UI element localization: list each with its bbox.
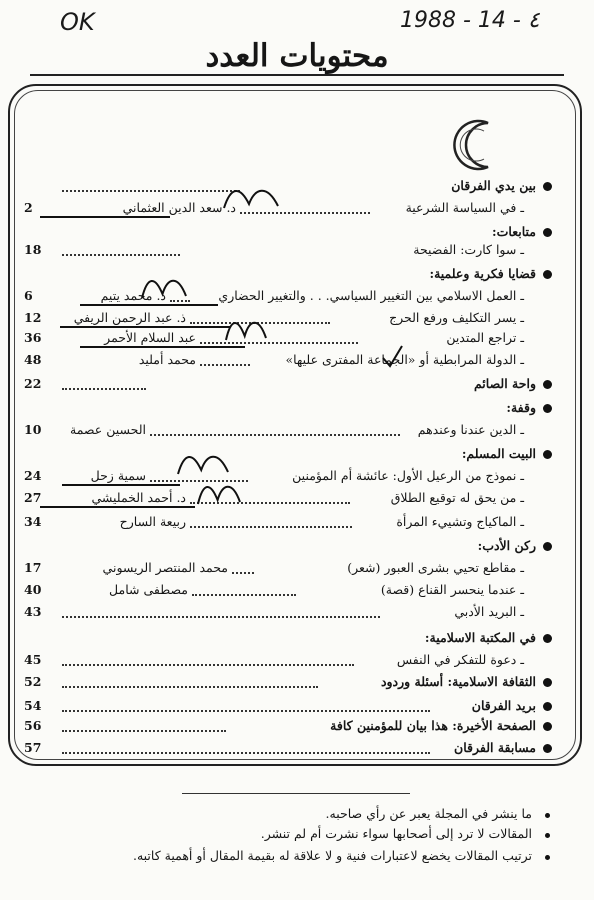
pen-scribble-icon [222, 182, 282, 212]
toc-section [0, 398, 594, 418]
toc-entry [0, 350, 594, 370]
leader-dots [232, 572, 254, 574]
bullet-icon [543, 634, 552, 643]
page-number: 27 [24, 490, 42, 505]
page-title: محتويات العدد [205, 38, 389, 74]
bullet-icon [543, 182, 552, 191]
toc-section [0, 628, 594, 648]
page-number: 57 [24, 740, 42, 755]
leader-dots [150, 434, 400, 436]
toc-author: ذ. عبد الرحمن الريفي [73, 310, 186, 325]
toc-section [0, 264, 594, 284]
leader-dots [62, 388, 146, 390]
handwritten-ok-mark: OK [60, 8, 95, 36]
page-number: 34 [24, 514, 42, 529]
leader-dots [62, 710, 430, 712]
toc-label: ـ دعوة للتفكر في النفس [396, 652, 524, 667]
bullet-icon [545, 833, 550, 838]
toc-entry [0, 512, 594, 532]
bullet-icon [543, 678, 552, 687]
pen-scribble-icon [196, 478, 244, 508]
toc-label: ركن الأدب: [477, 538, 536, 553]
bullet-icon [543, 228, 552, 237]
toc-label: ـ تراجع المتدين [446, 330, 524, 345]
toc-author: د. سعد الدين العثماني [122, 200, 236, 215]
page-number: 2 [24, 200, 33, 215]
page-number: 18 [24, 242, 42, 257]
toc-author: د. أحمد الخمليشي [91, 490, 186, 505]
leader-dots [240, 212, 370, 214]
bullet-icon [545, 855, 550, 860]
toc-label: ـ سوا كارت: الفضيحة [413, 242, 524, 257]
bullet-icon [543, 722, 552, 731]
toc-label: بين يدي الفرقان [451, 178, 536, 193]
leader-dots [62, 752, 430, 754]
toc-label: ـ البريد الأدبي [454, 604, 524, 619]
toc-entry [0, 602, 594, 622]
handwritten-date-mark: 1988 - 14 - ٤ [400, 8, 540, 33]
toc-label: الصفحة الأخيرة: هذا بيان للمؤمنين كافة [330, 718, 536, 733]
pen-scribble-icon [224, 314, 270, 344]
pen-underline [40, 216, 170, 218]
page-number: 12 [24, 310, 42, 325]
toc-author: عبد السلام الأحمر [104, 330, 196, 345]
bullet-icon [543, 702, 552, 711]
page-number: 40 [24, 582, 42, 597]
toc-entry [0, 328, 594, 348]
page-number: 52 [24, 674, 42, 689]
leader-dots [62, 686, 318, 688]
toc-label: ـ عندما ينحسر القناع (قصة) [380, 582, 524, 597]
bullet-icon [543, 542, 552, 551]
toc-entry [0, 558, 594, 578]
page-number: 56 [24, 718, 42, 733]
leader-dots [62, 254, 180, 256]
toc-label: واحة الصائم [473, 376, 536, 391]
page-number: 10 [24, 422, 42, 437]
toc-label: بريد الفرقان [471, 698, 536, 713]
toc-author: ربيعة السارح [119, 514, 186, 529]
toc-label: ـ الدين عندنا وعندهم [417, 422, 524, 437]
pen-underline [40, 506, 195, 508]
toc-label: ـ من يحق له توقيع الطلاق [390, 490, 524, 505]
toc-entry [0, 650, 594, 670]
toc-entry [0, 420, 594, 440]
toc-section [0, 374, 594, 394]
leader-dots [62, 664, 354, 666]
page-number: 43 [24, 604, 42, 619]
page-number: 24 [24, 468, 42, 483]
leader-dots [62, 616, 380, 618]
toc-section [0, 222, 594, 242]
toc-section [0, 444, 594, 464]
toc-section [0, 738, 594, 758]
crescent-emblem-icon [448, 115, 508, 175]
page-number: 17 [24, 560, 42, 575]
toc-entry [0, 466, 594, 486]
toc-entry [0, 286, 594, 306]
toc-entry [0, 308, 594, 328]
pen-underline [80, 346, 245, 348]
pen-underline [62, 484, 180, 486]
toc-entry [0, 580, 594, 600]
leader-dots [200, 364, 250, 366]
toc-label: ـ في السياسة الشرعية [405, 200, 524, 215]
footnote-text: المقالات لا ترد إلى أصحابها سواء نشرت أم لم تنشر. [260, 826, 532, 841]
toc-section [0, 536, 594, 556]
toc-entry [0, 198, 594, 218]
page-number: 45 [24, 652, 42, 667]
toc-author: ذ. محمد يتيم [100, 288, 166, 303]
bullet-icon [543, 404, 552, 413]
pen-check-icon [380, 344, 406, 370]
pen-scribble-icon [140, 272, 190, 302]
toc-label: البيت المسلم: [461, 446, 536, 461]
page-number: 6 [24, 288, 33, 303]
footnote-rule [182, 793, 410, 794]
toc-label: ـ نموذج من الرعيل الأول: عائشة أم المؤمنين [292, 468, 524, 483]
toc-section [0, 176, 594, 196]
leader-dots [190, 526, 352, 528]
toc-label: ـ العمل الاسلامي بين التغيير السياسي. . . والتغيير الحضاري [218, 288, 524, 303]
bullet-icon [543, 450, 552, 459]
toc-section [0, 672, 594, 692]
title-rule [30, 74, 564, 76]
toc-label: متابعات: [492, 224, 536, 239]
toc-author: سمية زحل [90, 468, 146, 483]
toc-entry [0, 488, 594, 508]
toc-author: محمد المنتصر الريسوني [102, 560, 228, 575]
bullet-icon [545, 813, 550, 818]
bullet-icon [543, 270, 552, 279]
toc-entry [0, 240, 594, 260]
toc-author: محمد أمليد [138, 352, 196, 367]
page-number: 48 [24, 352, 42, 367]
toc-section [0, 696, 594, 716]
pen-underline [80, 304, 218, 306]
toc-section [0, 716, 594, 736]
toc-author: الحسين عصمة [70, 422, 146, 437]
page-number: 54 [24, 698, 42, 713]
toc-label: وقفة: [506, 400, 536, 415]
bullet-icon [543, 744, 552, 753]
toc-label: مسابقة الفرقان [454, 740, 536, 755]
toc-label: ـ يسر التكليف ورفع الحرج [389, 310, 524, 325]
toc-label: ـ مقاطع تحيي بشرى العبور (شعر) [347, 560, 524, 575]
toc-label: في المكتبة الاسلامية: [424, 630, 536, 645]
bullet-icon [543, 380, 552, 389]
leader-dots [62, 190, 240, 192]
toc-label: ـ الدولة المرابطية أو «الجماعة المفترى عليها» [285, 352, 524, 367]
toc-label: الثقافة الاسلامية: أسئلة وردود [380, 674, 536, 689]
leader-dots [192, 594, 296, 596]
toc-label: ـ الماكياج وتشييء المرأة [396, 514, 524, 529]
toc-author: مصطفى شامل [109, 582, 188, 597]
page-number: 36 [24, 330, 42, 345]
page-number: 22 [24, 376, 42, 391]
pen-scribble-icon [176, 448, 232, 478]
leader-dots [62, 730, 226, 732]
footnote-text: ترتيب المقالات يخضع لاعتبارات فنية و لا علاقة له بقيمة المقال أو أهمية كاتبه. [132, 848, 532, 863]
footnote-text: ما ينشر في المجلة يعبر عن رأي صاحبه. [325, 806, 532, 821]
toc-label: قضايا فكرية وعلمية: [429, 266, 536, 281]
